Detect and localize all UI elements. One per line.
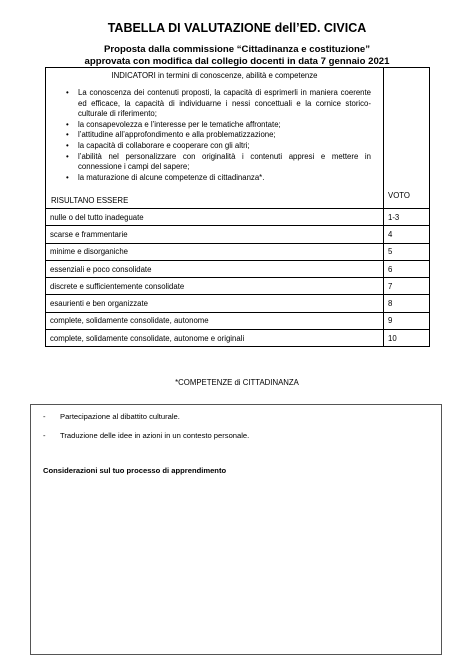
- row-voto: 5: [384, 243, 430, 260]
- indicators-list: [65, 88, 371, 183]
- table-row: [46, 260, 430, 277]
- table-row: [46, 278, 430, 295]
- indicator-item: • la capacità di collaborare e cooperare con gli altri;: [78, 141, 371, 152]
- row-label: complete, solidamente consolidate, autonome: [46, 312, 384, 329]
- row-voto: 10: [384, 330, 430, 347]
- row-label: nulle o del tutto inadeguate: [46, 209, 384, 226]
- indicator-item: • la consapevolezza e l’interesse per le tematiche affrontate;: [78, 120, 371, 131]
- row-label: scarse e frammentarie: [46, 226, 384, 243]
- dash-bullet: -: [43, 431, 46, 440]
- indicator-item: • l’attitudine all’approfondimento e alla problematizzazione;: [78, 130, 371, 141]
- dash-bullet: -: [43, 412, 46, 421]
- indicators-cell: [46, 68, 384, 209]
- competenze-box: [30, 404, 442, 655]
- row-voto: 7: [384, 278, 430, 295]
- row-label: esaurienti e ben organizzate: [46, 295, 384, 312]
- indicator-item: • l’abilità nel personalizzare con originalità i contenuti appresi e mettere in connessione i campi del sapere;: [78, 152, 371, 173]
- table-row: [46, 330, 430, 347]
- table-row: [46, 243, 430, 260]
- table-row: [46, 226, 430, 243]
- row-label: complete, solidamente consolidate, autonome e originali: [46, 330, 384, 347]
- table-row: [46, 209, 430, 226]
- table-header-row: [46, 68, 430, 209]
- row-voto: 6: [384, 260, 430, 277]
- row-voto: 1-3: [384, 209, 430, 226]
- table-row: [46, 312, 430, 329]
- row-voto: 9: [384, 312, 430, 329]
- voto-header-cell: [384, 68, 430, 209]
- row-label: essenziali e poco consolidate: [46, 260, 384, 277]
- competenze-title: *COMPETENZE di CITTADINANZA: [175, 378, 299, 387]
- result-label: RISULTANO ESSERE: [51, 196, 129, 205]
- row-label: discrete e sufficientemente consolidate: [46, 278, 384, 295]
- indicator-item: • la maturazione di alcune competenze di cittadinanza*.: [78, 173, 371, 184]
- competenza-text: Traduzione delle idee in azioni in un contesto personale.: [60, 431, 250, 440]
- document-subtitle-2: approvata con modifica dal collegio docenti in data 7 gennaio 2021: [84, 56, 390, 67]
- document-title: TABELLA DI VALUTAZIONE dell’ED. CIVICA: [107, 21, 367, 35]
- row-label: minime e disorganiche: [46, 243, 384, 260]
- competenza-text: Partecipazione al dibattito culturale.: [60, 412, 180, 421]
- row-voto: 8: [384, 295, 430, 312]
- table-row: [46, 295, 430, 312]
- document-subtitle-1: Proposta dalla commissione “Cittadinanza e costituzione”: [103, 44, 370, 55]
- indicators-heading: INDICATORI in termini di conoscenze, abilità e competenze: [111, 71, 318, 80]
- voto-label: VOTO: [388, 191, 410, 200]
- row-voto: 4: [384, 226, 430, 243]
- considerazioni-heading: Considerazioni sul tuo processo di apprendimento: [43, 466, 227, 475]
- evaluation-table: [45, 67, 430, 347]
- indicator-item: • La conoscenza dei contenuti proposti, la capacità di esprimerli in maniera coerente ed efficace, la capacità di individuarne i nessi concettuali e la cornice storico-culturale di riferimento;: [78, 88, 371, 120]
